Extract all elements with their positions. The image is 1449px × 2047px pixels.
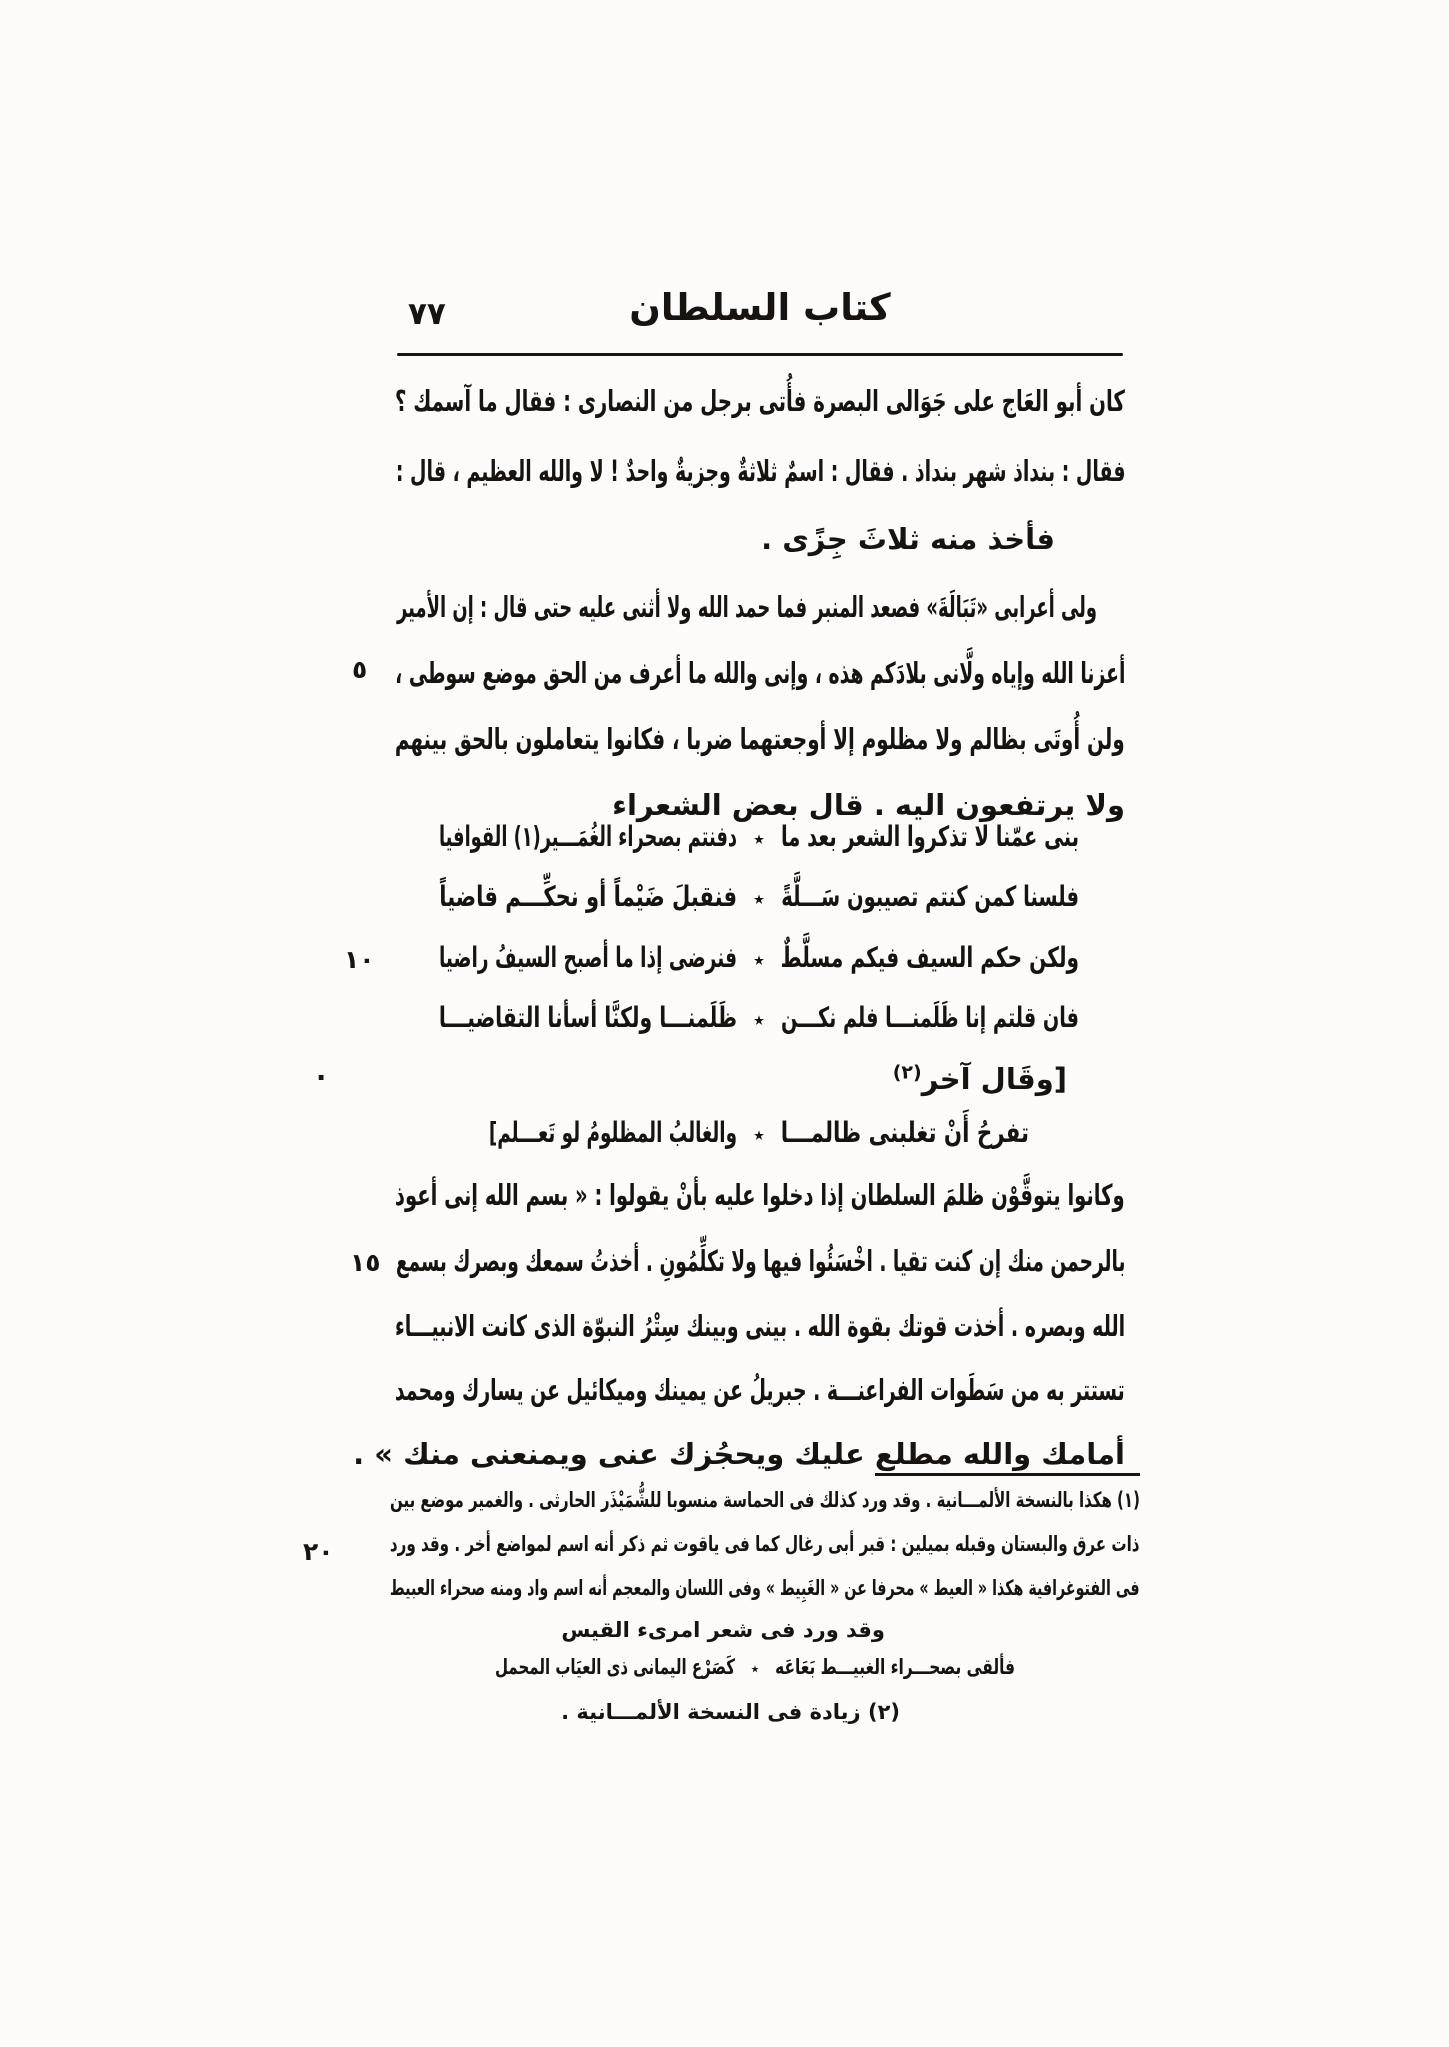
hemistich-left: فنقبلَ ضَيْماً أو نحكِّـــم قاضياً [439,880,737,913]
text-line: فأخذ منه ثلاثَ جِزًى . [761,522,1055,556]
header-rule [397,353,1123,356]
hemistich-right: تفرحُ أَنْ تغلبنى ظالمـــا [780,1116,1029,1149]
hemistich-right: فألقى بصحـــراء الغبيـــط بَعَاعَه [775,1655,1015,1679]
text-line: أعزنا الله وإياه ولَّانى بلادَكم هذه ، وإنى والله ما أعرف من الحق موضع سوطى ، [394,656,1125,690]
text-line: أمامك والله مطلع عليك ويحجُزك عنى ويمنعنى منك » . [353,1437,1125,1471]
text-line: بالرحمن منك إن كنت تقيا . اخْسَئُوا فيها ولا تكلِّمُونِ . أخذتُ سمعك وبصرك بسمع [395,1244,1125,1278]
footnote-line: (٢) زيادة فى النسخة الألمـــانية . [561,1700,900,1724]
hemistich-right: ولكن حكم السيف فيكم مسلَّطٌ [780,941,1079,974]
text-line: كان أبو العَاج على جَوَالى البصرة فأُتى برجل من النصارى : فقال ما آسمك ؟ [395,384,1125,418]
verse-line [439,880,1079,913]
stray-ink-mark: . [316,1056,327,1087]
verse-line [489,1116,1029,1149]
margin-line-number-10: ١٠ [344,945,375,974]
text-line: الله وبصره . أخذت قوتك بقوة الله . بينى وبينك سِتْرُ النبوّة الذى كانت الانبيـــاء [394,1309,1125,1343]
verse-line [439,941,1079,974]
text-line: ولى أعرابى «تَبَالَةَ» فصعد المنبر فما حمد الله ولا أثنى عليه حتى قال : إن الأمير [396,590,1097,624]
margin-line-number-5: ٥ [352,655,368,684]
hemistich-right: فلسنا كمن كنتم تصيبون سَـــلَّةً [781,880,1079,913]
text-line: ولن أُوتَى بظالم ولا مظلوم إلا أوجعتهما ضربا ، فكانوا يتعاملون بالحق بينهم [395,722,1125,756]
hemistich-left: كَصَرْع اليمانى ذى العيَاب المحمل [495,1655,735,1679]
margin-line-number-15: ١٥ [350,1248,381,1277]
verse-separator-star: ٭ [753,948,765,973]
hemistich-left: ظَلَمنـــا ولكنَّا أسأنا التقاضيـــا [438,1001,737,1034]
attribution-text: [وقَال آخر [921,1062,1067,1096]
footnote-line: فى الفتوغرافية هكذا « العيط » محرفا عن « الغَبِيط » وفى اللسان والمعجم أنه اسم واد ومنه صحراء العبيط [390,1576,1140,1600]
hemistich-right: بنى عمّنا لا تذكروا الشعر بعد ما [780,820,1079,853]
footnote-marker: (٢) [892,1061,922,1084]
footnote-separator-rule [875,1473,1140,1476]
text-line: وكانوا يتوقَّوْن ظلمَ السلطان إذا دخلوا عليه بأنْ يقولوا : « بسم الله إنى أعوذ [395,1178,1125,1212]
verse-separator-star: ٭ [750,1659,760,1678]
text-line: تستتر به من سَطَوات الفراعنـــة . جبريلُ عن يمينك وميكائيل عن يسارك ومحمد [395,1373,1125,1407]
hemistich-left: فنرضى إذا ما أصبح السيفُ راضيا [438,941,737,974]
verse-separator-star: ٭ [753,1123,765,1148]
text-line: ولا يرتفعون اليه . قال بعض الشعراء [612,788,1125,822]
hemistich-left: والغالبُ المظلومُ لو تَعـــلم] [488,1116,737,1149]
verse-line [439,820,1079,853]
footnote-line: وقد ورد فى شعر امرىء القيس [561,1618,885,1642]
hemistich-right: فان قلتم إنا ظَلَمنـــا فلم نكـــن [781,1001,1079,1034]
verse-separator-star: ٭ [753,887,765,912]
poem-attribution [893,1060,1067,1099]
footnote-line: ذات عرق والبستان وقبله بميلين : قبر أبى رغال كما فى ياقوت ثم ذكر أنه اسم لمواضع أخر . وقد ورد [390,1532,1140,1556]
text-line: فقال : بنداذ شهر بنداذ . فقال : اسمٌ ثلاثةٌ وجزيةٌ واحدٌ ! لا والله العظيم ، قال : [395,454,1125,488]
footnote-verse-line [490,1655,1015,1679]
verse-separator-star: ٭ [753,1008,765,1033]
page-number: ٧٧ [408,296,446,332]
verse-separator-star: ٭ [753,827,765,852]
verse-line [439,1001,1079,1034]
margin-line-number-20: ٢٠ [303,1537,334,1566]
running-head-title: كتاب السلطان [629,286,891,329]
footnote-line: (١) هكذا بالنسخة الألمـــانية . وقد ورد كذلك فى الحماسة منسوبا للشُّمَيْذَر الحارثى . والغمير موضع بين [390,1488,1140,1512]
hemistich-left: دفنتم بصحراء الغُمَـــير(١) القوافيا [438,820,737,853]
